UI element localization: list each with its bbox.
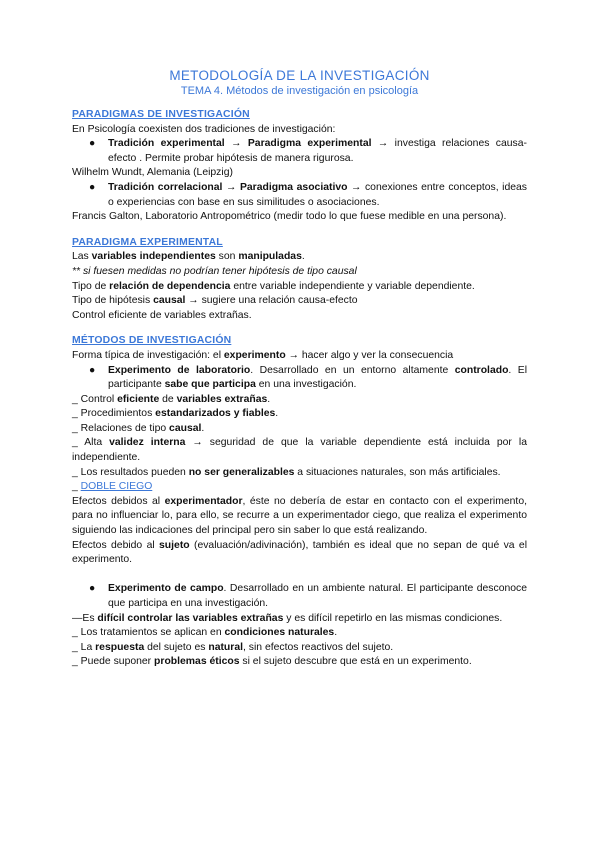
doc-subtitle: TEMA 4. Métodos de investigación en psicología: [180, 85, 419, 97]
paragraph: En Psicología coexisten dos tradiciones de investigación:: [72, 123, 336, 135]
section-heading-paradigmas: PARADIGMAS DE INVESTIGACIÓN: [72, 109, 250, 120]
document-page: [72, 68, 527, 670]
paragraph: Tipo de relación de dependencia entre variable independiente y variable dependiente.: [72, 280, 475, 292]
bullet-dot: ●: [89, 181, 96, 193]
list-line: _ Los tratamientos se aplican en condiciones naturales.: [72, 627, 338, 639]
bullet-dot: ●: [89, 583, 96, 595]
paragraph: Control eficiente de variables extrañas.: [72, 309, 252, 321]
bullet-item: ● Tradición experimental → Paradigma experimental → investiga relaciones causa-efecto . Permite probar hipótesis de manera rigurosa.: [89, 138, 527, 164]
list-line: _ Los resultados pueden no ser generalizables a situaciones naturales, son más artificiales.: [72, 466, 501, 478]
note: ** si fuesen medidas no podrían tener hipótesis de tipo causal: [72, 265, 357, 277]
doble-ciego-link[interactable]: DOBLE CIEGO: [80, 481, 153, 493]
section-heading-experimental: PARADIGMA EXPERIMENTAL: [72, 236, 223, 248]
paragraph: Wilhelm Wundt, Alemania (Leipzig): [72, 167, 233, 179]
list-line: _ Control eficiente de variables extrañas.: [72, 393, 271, 405]
paragraph: Las variables independientes son manipuladas.: [72, 251, 305, 263]
doc-title: METODOLOGÍA DE LA INVESTIGACIÓN: [169, 68, 430, 83]
paragraph: Efectos debido al sujeto (evaluación/adivinación), también es ideal que no sepan de qué va el experimento.: [72, 539, 528, 566]
list-line: _ La respuesta del sujeto es natural, sin efectos reactivos del sujeto.: [72, 641, 394, 653]
bullet-item: ● Experimento de campo. Desarrollado en un ambiente natural. El participante desconoce que participa en una investigación.: [89, 583, 528, 609]
paragraph: Francis Galton, Laboratorio Antropométrico (medir todo lo que fuese medible en una persona).: [72, 211, 507, 223]
list-line: _ Relaciones de tipo causal.: [72, 422, 205, 434]
list-line: —Es difícil controlar las variables extrañas y es difícil repetirlo en las mismas condiciones.: [72, 612, 503, 624]
list-line: _ Procedimientos estandarizados y fiables.: [72, 408, 279, 420]
list-line: _ Puede suponer problemas éticos si el sujeto descubre que está en un experimento.: [72, 656, 472, 668]
list-line: _ DOBLE CIEGO: [72, 481, 153, 493]
paragraph: Tipo de hipótesis causal → sugiere una relación causa-efecto: [72, 295, 358, 307]
paragraph: Forma típica de investigación: el experimento → hacer algo y ver la consecuencia: [72, 349, 454, 361]
bullet-dot: ●: [89, 364, 96, 376]
bullet-item: ● Experimento de laboratorio. Desarrollado en un entorno altamente controlado. El participante sabe que participa en una investigación.: [89, 364, 527, 391]
bullet-dot: ●: [89, 138, 96, 150]
list-line: _ Alta validez interna → seguridad de que la variable dependiente está incluida por la independiente.: [72, 437, 527, 464]
section-heading-metodos: MÉTODOS DE INVESTIGACIÓN: [72, 335, 232, 347]
bullet-item: ● Tradición correlacional → Paradigma asociativo → conexiones entre conceptos, ideas o experiencias con base en sus similitudes o asociaciones.: [89, 181, 528, 208]
paragraph: Efectos debidos al experimentador, éste no debería de estar en contacto con el experimento, para no influenciar lo, para ello, se recurre a un experimentador ciego, que realiza el experimento siguiendo las indicaciones del principal pero sin saber lo que está realizando.: [72, 495, 527, 537]
